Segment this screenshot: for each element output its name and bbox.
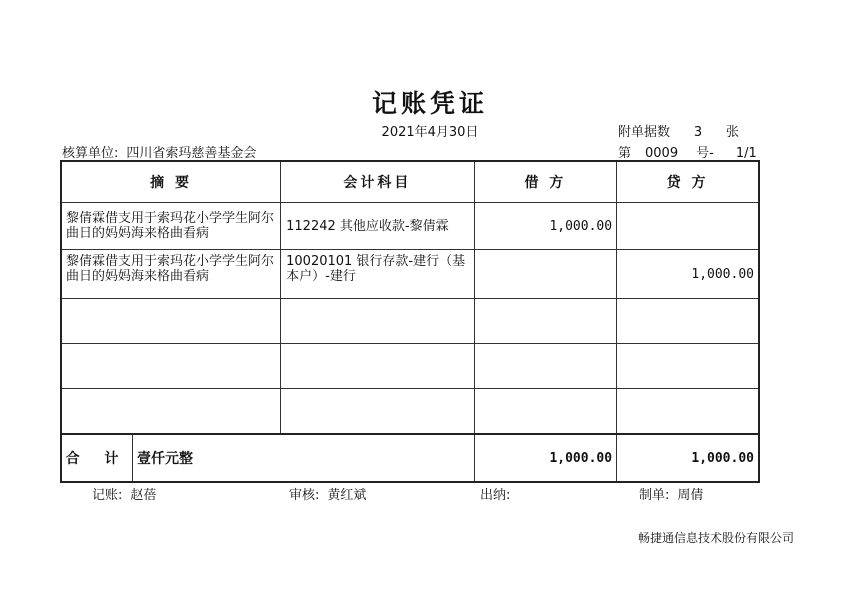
table-row	[61, 203, 759, 250]
voucher-hao: 号-	[696, 146, 714, 161]
header-credit: 贷 方	[617, 161, 759, 203]
total-debit: 1,000.00	[474, 434, 616, 482]
unit-label: 核算单位:	[62, 146, 119, 161]
preparer-signature	[639, 484, 703, 503]
voucher-no: 0009	[645, 146, 679, 161]
attach-unit: 张	[726, 125, 740, 140]
reviewer-label: 审核:	[289, 488, 320, 503]
table-row-empty	[61, 344, 759, 389]
header-account: 会计科目	[281, 161, 475, 203]
bookkeeper-label: 记账:	[92, 488, 123, 503]
cashier-label: 出纳:	[480, 488, 511, 503]
debit-cell	[474, 250, 616, 299]
bookkeeper-name: 赵蓓	[130, 488, 157, 503]
total-row	[61, 434, 759, 482]
voucher-prefix: 第	[618, 146, 632, 161]
attachment-count	[618, 121, 739, 140]
cashier-signature	[480, 484, 518, 503]
table-header-row	[61, 161, 759, 203]
header-summary: 摘 要	[61, 161, 281, 203]
reviewer-name: 黄红斌	[327, 488, 367, 503]
account-cell: 112242 其他应收款-黎倩霖	[281, 203, 475, 250]
credit-cell: 1,000.00	[617, 250, 759, 299]
reviewer-signature	[289, 484, 366, 503]
attach-count-value: 3	[693, 125, 703, 140]
total-credit: 1,000.00	[617, 434, 759, 482]
credit-cell	[617, 203, 759, 250]
voucher-number	[618, 142, 757, 161]
table-row	[61, 250, 759, 299]
summary-cell: 黎倩霖借支用于索玛花小学学生阿尔曲日的妈妈海来格曲看病	[61, 203, 281, 250]
total-amount-words: 壹仟元整	[137, 451, 193, 467]
table-row-empty	[61, 389, 759, 435]
bookkeeper-signature	[92, 484, 156, 503]
preparer-name: 周倩	[677, 488, 704, 503]
header-debit: 借 方	[474, 161, 616, 203]
account-cell: 10020101 银行存款-建行（基本户）-建行	[281, 250, 475, 299]
summary-cell: 黎倩霖借支用于索玛花小学学生阿尔曲日的妈妈海来格曲看病	[61, 250, 281, 299]
total-label: 合 计	[62, 435, 133, 481]
preparer-label: 制单:	[639, 488, 670, 503]
accounting-unit	[62, 142, 256, 161]
debit-cell: 1,000.00	[474, 203, 616, 250]
voucher-table	[60, 160, 760, 483]
unit-name: 四川省索玛慈善基金会	[126, 146, 257, 161]
voucher-date: 2021年4月30日	[381, 125, 479, 140]
page-title: 记账凭证	[371, 89, 488, 118]
voucher-page-count: 1/1	[735, 146, 757, 161]
attach-label: 附单据数	[618, 125, 671, 140]
software-company: 畅捷通信息技术股份有限公司	[637, 531, 794, 545]
table-row-empty	[61, 299, 759, 344]
